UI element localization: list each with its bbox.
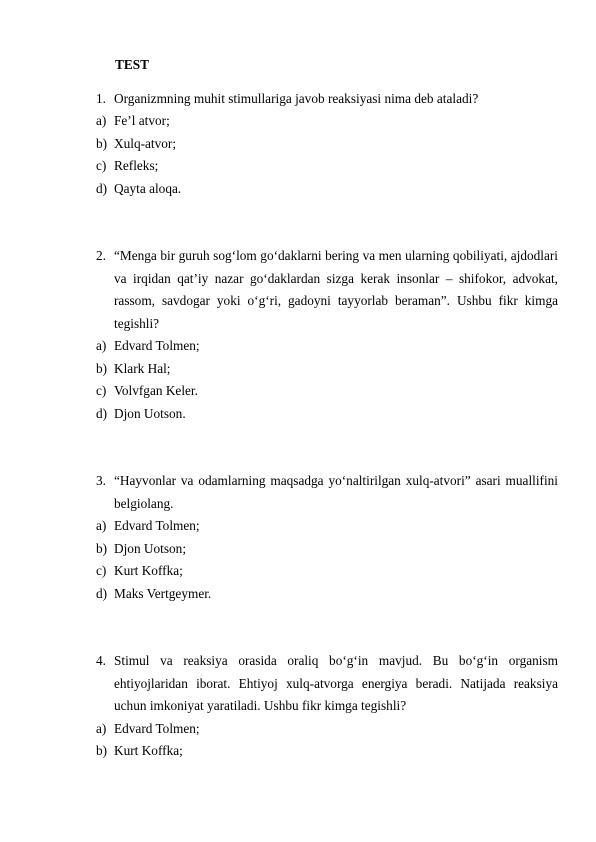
option-letter: a)	[96, 113, 107, 128]
option-1c	[96, 155, 158, 178]
option-letter: b)	[96, 136, 108, 151]
option-text: Xulq-atvor;	[114, 136, 177, 151]
option-text: Klark Hal;	[114, 361, 171, 376]
option-letter: c)	[96, 158, 107, 173]
option-letter: c)	[96, 563, 107, 578]
question-text: Stimul va reaksiya orasida oraliq bo‘g‘in mavjud. Bu bo‘g‘in organism ehtiyojlaridan iborat. Ehtiyoj xulq-atvorga energiya beradi. Natijada reaksiya uchun imkoniyat yaratiladi. Ushbu fikr kimga tegishli?	[114, 653, 558, 713]
option-letter: b)	[96, 361, 108, 376]
option-letter: c)	[96, 383, 107, 398]
question-number: 2.	[96, 248, 106, 263]
option-text: Kurt Koffka;	[114, 743, 183, 758]
option-4a	[96, 718, 200, 741]
option-3d	[96, 583, 211, 606]
option-4b	[96, 740, 183, 763]
option-text: Qayta aloqa.	[114, 181, 182, 196]
option-text: Edvard Tolmen;	[114, 518, 200, 533]
option-letter: a)	[96, 518, 107, 533]
option-text: Volvfgan Keler.	[114, 383, 198, 398]
question-3	[96, 470, 558, 515]
option-text: Edvard Tolmen;	[114, 338, 200, 353]
option-2d	[96, 403, 186, 426]
question-text: “Menga bir guruh sog‘lom go‘daklarni bering va men ularning qobiliyati, ajdodlari va irqidan qat’iy nazar go‘daklardan sizga kerak insonlar – shifokor, advokat, rassom, savdogar yoki o‘g‘ri, gadoyni tayyorlab beraman”. Ushbu fikr kimga tegishli?	[114, 248, 558, 331]
option-letter: b)	[96, 541, 108, 556]
option-text: Maks Vertgeymer.	[114, 586, 212, 601]
question-text: Organizmning muhit stimullariga javob reaksiyasi nima deb ataladi?	[114, 91, 479, 106]
question-text: “Hayvonlar va odamlarning maqsadga yo‘naltirilgan xulq-atvori” asari muallifini belgiolang.	[114, 473, 558, 511]
option-letter: a)	[96, 721, 107, 736]
option-text: Djon Uotson;	[114, 541, 187, 556]
question-2	[96, 245, 558, 335]
question-number: 1.	[96, 91, 106, 106]
option-letter: d)	[96, 586, 108, 601]
question-number: 3.	[96, 473, 106, 488]
option-2a	[96, 335, 200, 358]
option-1b	[96, 133, 176, 156]
option-3b	[96, 538, 186, 561]
option-letter: b)	[96, 743, 108, 758]
option-2b	[96, 358, 171, 381]
option-text: Djon Uotson.	[114, 406, 186, 421]
option-letter: d)	[96, 406, 108, 421]
option-text: Refleks;	[114, 158, 159, 173]
option-letter: a)	[96, 338, 107, 353]
option-letter: d)	[96, 181, 108, 196]
option-1a	[96, 110, 170, 133]
option-2c	[96, 380, 198, 403]
question-number: 4.	[96, 653, 106, 668]
option-text: Fe’l atvor;	[114, 113, 170, 128]
option-1d	[96, 178, 181, 201]
question-4	[96, 650, 558, 718]
option-3a	[96, 515, 200, 538]
option-text: Edvard Tolmen;	[114, 721, 200, 736]
question-1	[96, 88, 558, 111]
option-3c	[96, 560, 183, 583]
page-title: TEST	[115, 57, 150, 72]
option-text: Kurt Koffka;	[114, 563, 183, 578]
